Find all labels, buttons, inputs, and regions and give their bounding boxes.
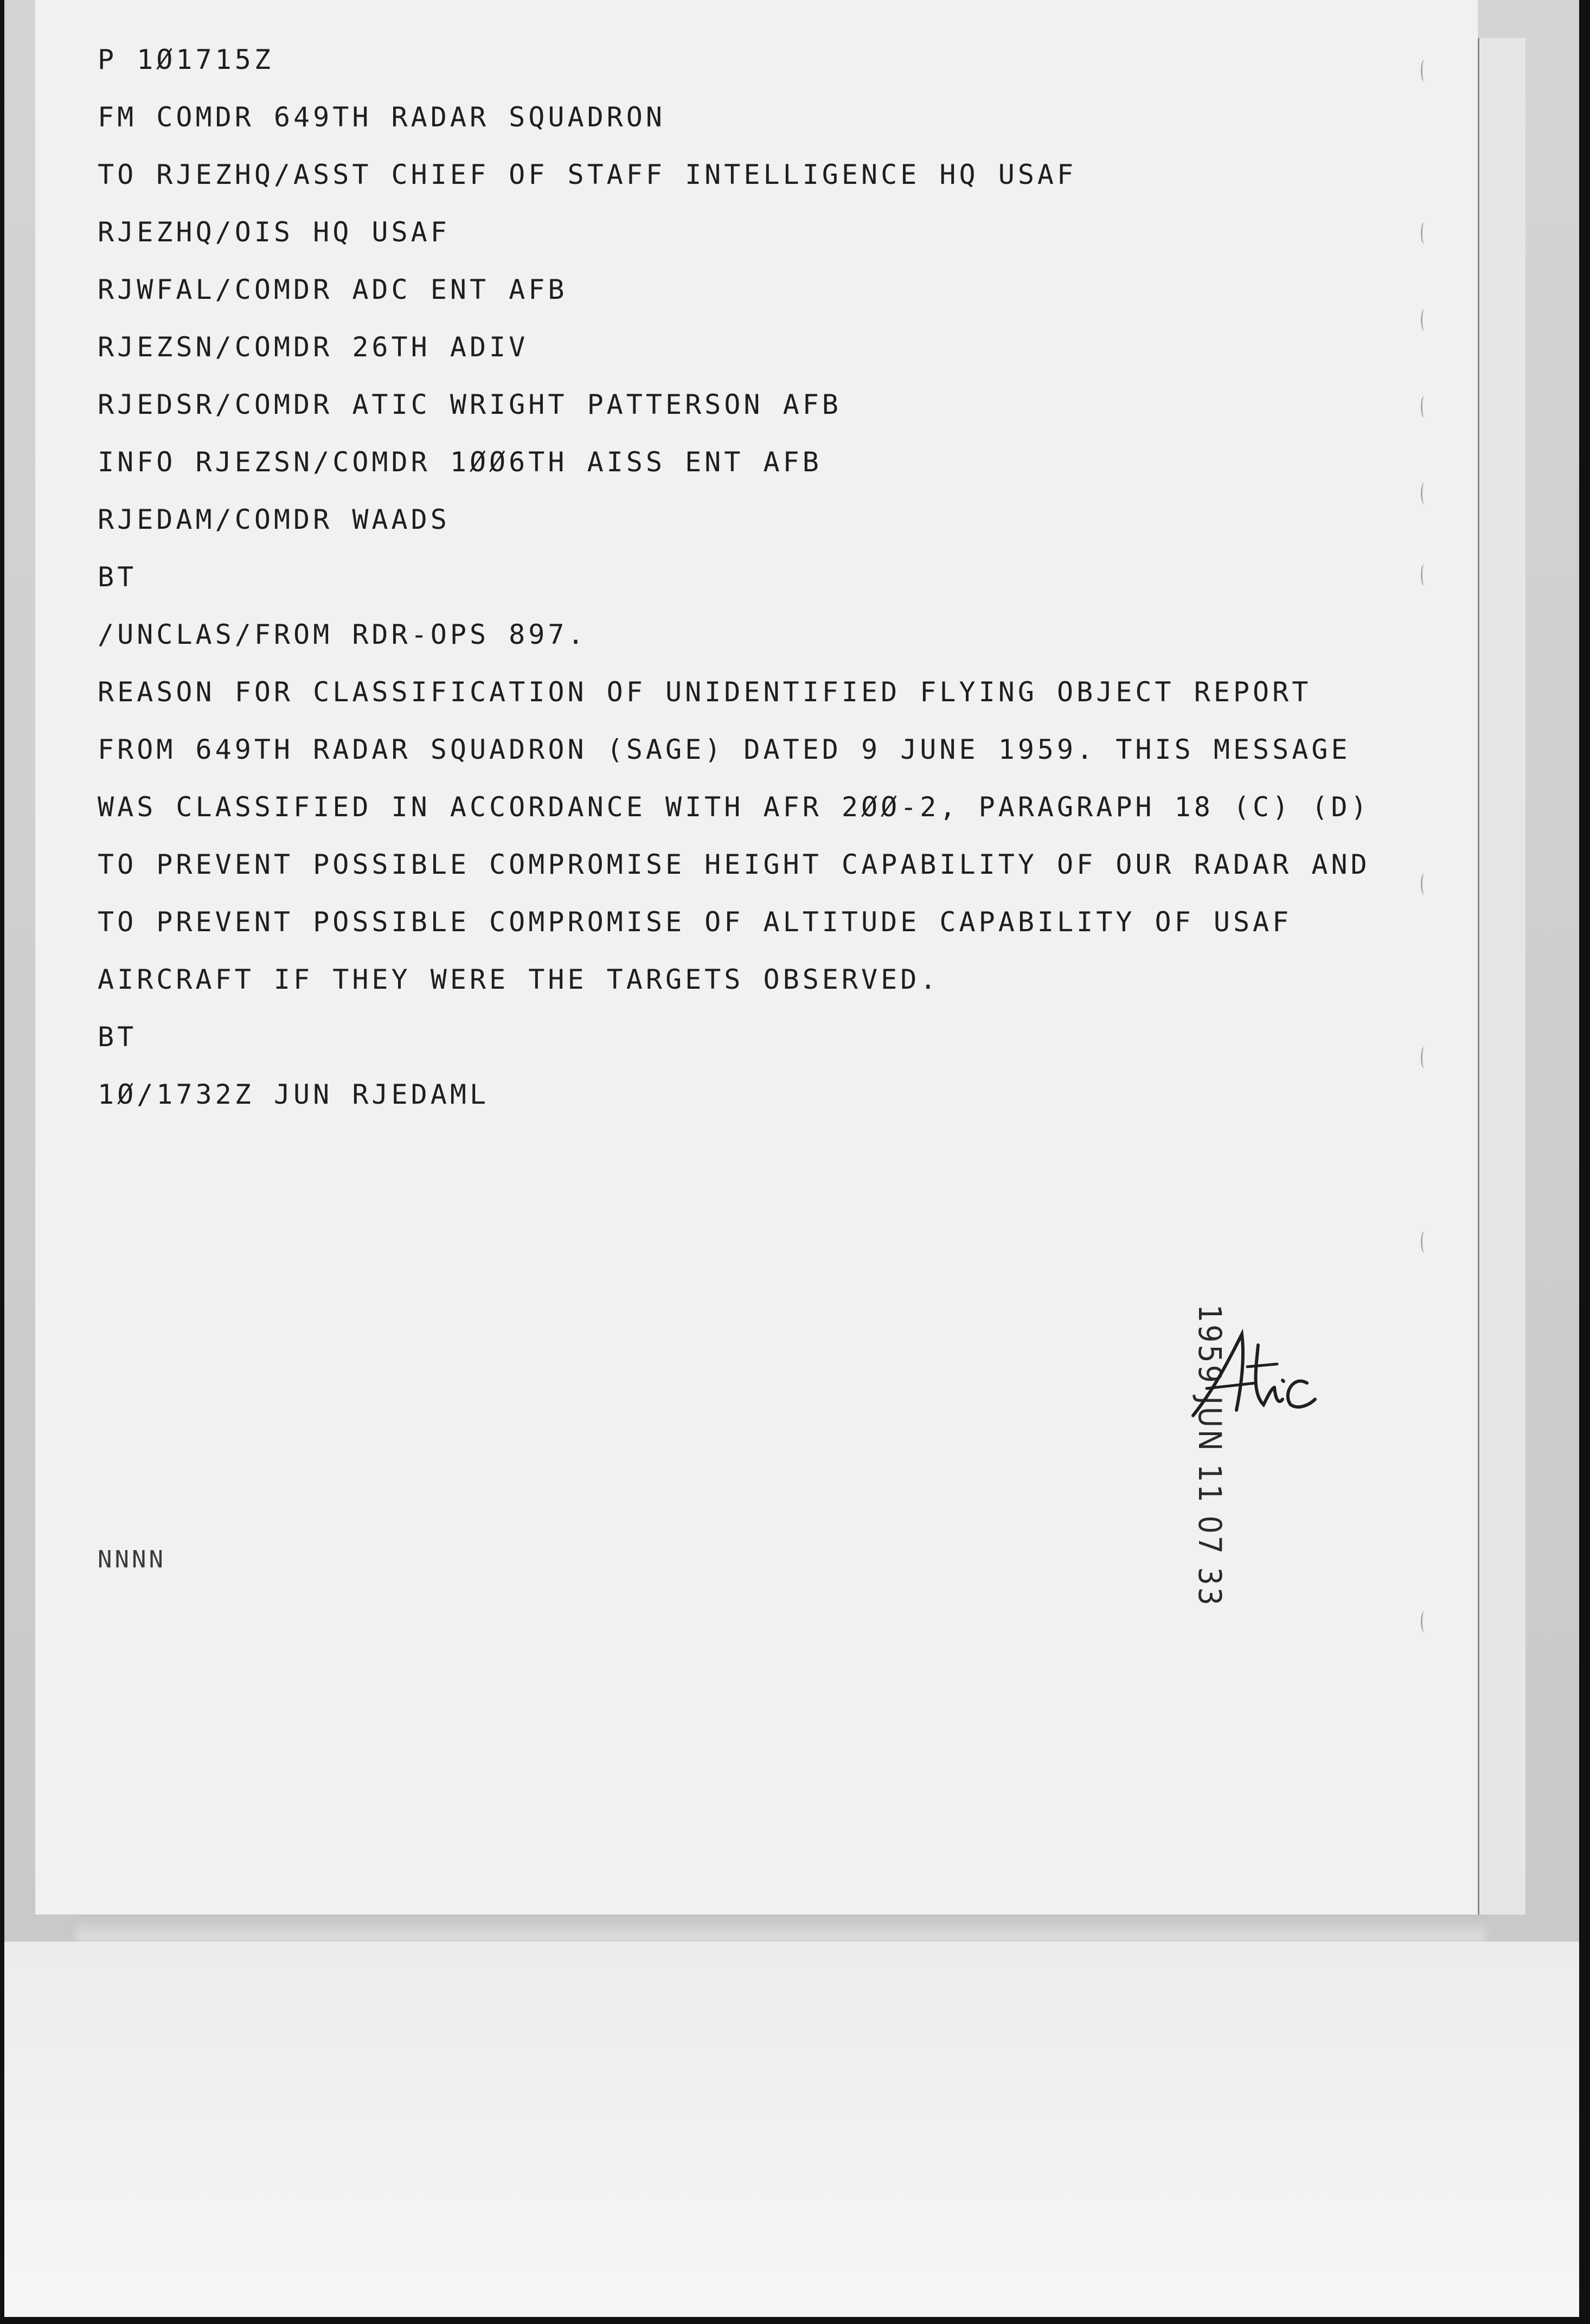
message-line-address: RJEZSN/COMDR 26TH ADIV — [98, 331, 529, 363]
message-line-to: TO RJEZHQ/ASST CHIEF OF STAFF INTELLIGENCE HQ USAF — [98, 159, 1077, 190]
lower-blank-area — [4, 1942, 1579, 2317]
message-line-address: RJWFAL/COMDR ADC ENT AFB — [98, 274, 568, 305]
end-of-message-marker: NNNN — [98, 1546, 166, 1573]
message-line-priority: P 1Ø1715Z — [98, 44, 274, 75]
stamp-text: 1959 JUN 11 07 33 — [1191, 1304, 1228, 1608]
scan-border-bottom — [0, 2317, 1590, 2324]
message-line-text: TO PREVENT POSSIBLE COMPROMISE HEIGHT CAPABILITY OF OUR RADAR AND — [98, 849, 1370, 880]
margin-mark — [1421, 1231, 1428, 1253]
margin-mark — [1421, 60, 1428, 81]
message-line-address: RJEZHQ/OIS HQ USAF — [98, 216, 450, 248]
message-line-break: BT — [98, 1021, 137, 1053]
margin-mark — [1421, 1047, 1428, 1068]
message-line-text: TO PREVENT POSSIBLE COMPROMISE OF ALTITUDE CAPABILITY OF USAF — [98, 906, 1292, 938]
message-line-from: FM COMDR 649TH RADAR SQUADRON — [98, 101, 665, 133]
margin-mark — [1421, 309, 1428, 331]
margin-mark — [1421, 222, 1428, 244]
message-line-text: FROM 649TH RADAR SQUADRON (SAGE) DATED 9 JUNE 1959. THIS MESSAGE — [98, 734, 1351, 765]
received-date-stamp — [854, 1304, 1228, 1608]
message-line-text: AIRCRAFT IF THEY WERE THE TARGETS OBSERVED. — [98, 964, 940, 995]
message-line-address: RJEDAM/COMDR WAADS — [98, 504, 450, 535]
message-line-classification: /UNCLAS/FROM RDR-OPS 897. — [98, 619, 587, 650]
scan-border-right — [1579, 0, 1590, 2324]
margin-mark — [1421, 873, 1428, 895]
message-line-timestamp: 1Ø/1732Z JUN RJEDAML — [98, 1079, 490, 1110]
margin-mark — [1421, 483, 1428, 504]
margin-mark — [1421, 564, 1428, 586]
message-line-address: RJEDSR/COMDR ATIC WRIGHT PATTERSON AFB — [98, 389, 842, 420]
message-line-text: REASON FOR CLASSIFICATION OF UNIDENTIFIED FLYING OBJECT REPORT — [98, 676, 1312, 708]
margin-mark — [1421, 396, 1428, 418]
message-line-text: WAS CLASSIFIED IN ACCORDANCE WITH AFR 2ØØ-2, PARAGRAPH 18 (C) (D) — [98, 791, 1370, 823]
margin-mark — [1421, 1611, 1428, 1632]
scan-border-left — [0, 0, 4, 2324]
atic-signature — [1182, 1323, 1318, 1432]
message-line-info: INFO RJEZSN/COMDR 1ØØ6TH AISS ENT AFB — [98, 446, 822, 478]
message-line-break: BT — [98, 561, 137, 593]
paper-edge-strip — [1478, 38, 1525, 1915]
